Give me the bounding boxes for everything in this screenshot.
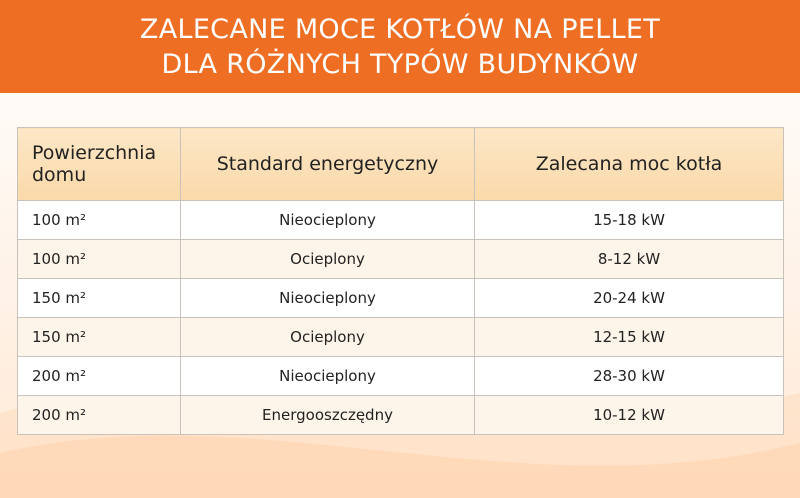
table-row [18,357,784,396]
table-header-row [18,128,784,201]
header-energy-standard: Standard energetyczny [181,128,475,201]
cell-power: 15-18 kW [475,201,784,240]
cell-area: 200 m² [18,396,181,435]
table-row [18,318,784,357]
table-row [18,396,784,435]
cell-area: 100 m² [18,201,181,240]
cell-area: 150 m² [18,279,181,318]
title-banner [0,0,800,93]
table-row [18,279,784,318]
title-line-1: ZALECANE MOCE KOTŁÓW NA PELLET [139,13,661,45]
cell-power: 28-30 kW [475,357,784,396]
cell-standard: Nieocieplony [181,357,475,396]
title-line-2: DLA RÓŻNYCH TYPÓW BUDYNKÓW [161,48,639,80]
cell-standard: Ocieplony [181,318,475,357]
cell-area: 100 m² [18,240,181,279]
table-row [18,201,784,240]
cell-power: 12-15 kW [475,318,784,357]
cell-standard: Energooszczędny [181,396,475,435]
cell-standard: Ocieplony [181,240,475,279]
cell-area: 150 m² [18,318,181,357]
table-row [18,240,784,279]
cell-standard: Nieocieplony [181,279,475,318]
cell-standard: Nieocieplony [181,201,475,240]
cell-power: 10-12 kW [475,396,784,435]
cell-power: 20-24 kW [475,279,784,318]
boiler-power-table [17,127,784,435]
cell-area: 200 m² [18,357,181,396]
cell-power: 8-12 kW [475,240,784,279]
header-area: Powierzchnia domu [18,128,181,201]
header-recommended-power: Zalecana moc kotła [475,128,784,201]
